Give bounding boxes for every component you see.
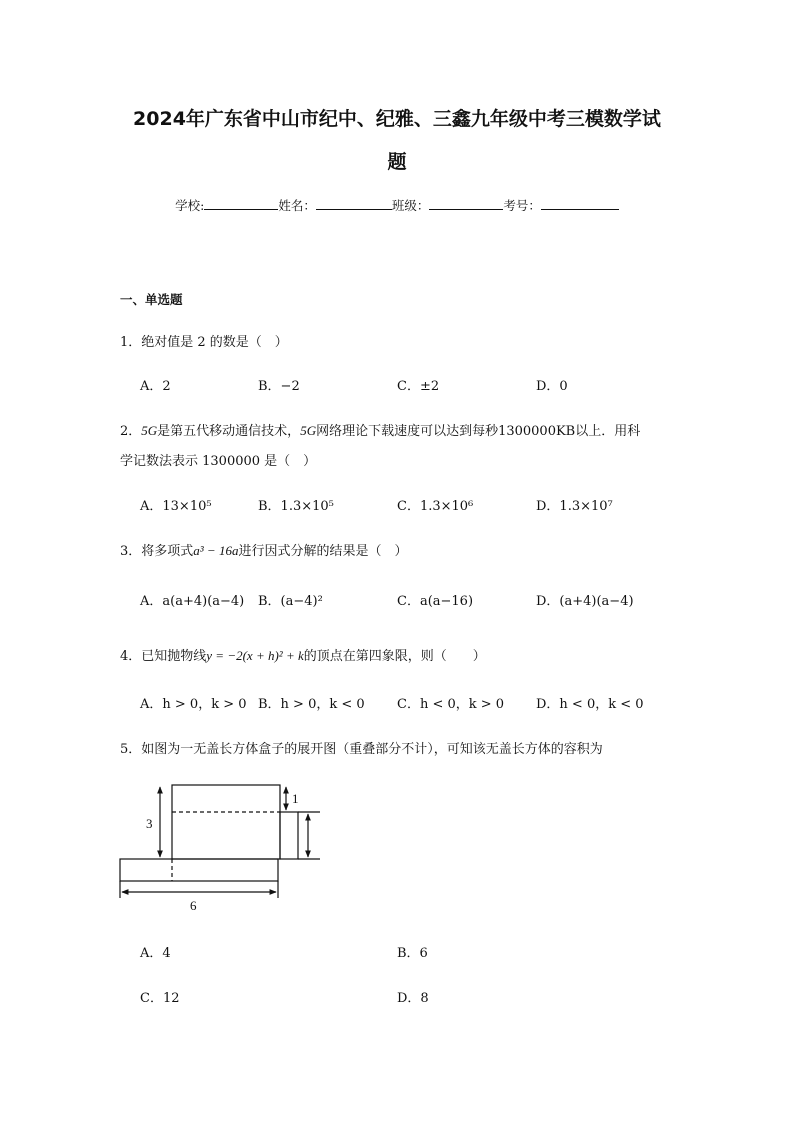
section-heading: 一、单选题 (120, 292, 183, 307)
net-upper-face (172, 785, 280, 859)
q1-option-a: A．2 (140, 379, 171, 394)
q2-term: 5G (141, 423, 158, 438)
school-label: 学校: (175, 198, 205, 213)
net-right-flap (280, 812, 298, 859)
q5-option-d: D．8 (397, 991, 429, 1006)
q4-text: 4．已知抛物线 (120, 649, 207, 664)
q4-option-d: D．h < 0，k < 0 (536, 697, 644, 712)
question-4-stem (120, 645, 486, 664)
q2-option-d: D．1.3×10⁷ (536, 499, 613, 514)
q4-expression: y = −2(x + h)² + k (206, 648, 304, 663)
class-label: 班级： (391, 198, 430, 213)
student-info-line (0, 196, 794, 214)
q2-option-c: C．1.3×10⁶ (397, 499, 474, 514)
question-2-stem-line1 (120, 420, 640, 439)
q3-option-d: D．(a+4)(a−4) (536, 594, 634, 609)
label-bottom: 6 (190, 898, 197, 913)
q2-text: 网络理论下载速度可以达到每秒1300000KB以上．用科 (316, 424, 641, 439)
label-top-right: 1 (292, 791, 299, 806)
q3-text: 3．将多项式 (120, 544, 194, 559)
q1-option-d: D．0 (536, 379, 568, 394)
number-blank[interactable] (541, 197, 619, 210)
q1-option-c: C．±2 (397, 379, 440, 394)
question-1-stem: 1．绝对值是 2 的数是（ ） (120, 335, 288, 350)
q4-option-b: B．h > 0，k < 0 (258, 697, 365, 712)
question-2-stem-line2: 学记数法表示 1300000 是（ ） (120, 454, 317, 469)
q3-option-c: C．a(a−16) (397, 594, 474, 609)
q3-option-b: B．(a−4)² (258, 594, 323, 609)
q3-option-a: A．a(a+4)(a−4) (140, 594, 245, 609)
q1-option-b: B．−2 (258, 379, 300, 394)
q4-option-c: C．h < 0，k > 0 (397, 697, 505, 712)
page-title-continued: 题 (387, 151, 407, 173)
q2-option-b: B．1.3×10⁵ (258, 499, 334, 514)
q3-text: 进行因式分解的结果是（ ） (238, 544, 408, 559)
q5-option-b: B．6 (397, 946, 428, 961)
name-blank[interactable] (316, 197, 392, 210)
name-label: 姓名： (278, 198, 316, 213)
page-title: 2024年广东省中山市纪中、纪雅、三鑫九年级中考三模数学试 (133, 108, 661, 130)
number-label: 考号： (503, 198, 541, 213)
school-blank[interactable] (204, 197, 278, 210)
question-5-stem: 5．如图为一无盖长方体盒子的展开图（重叠部分不计），可知该无盖长方体的容积为 (120, 742, 603, 757)
q3-expression: a³ − 16a (193, 543, 239, 558)
q5-option-a: A．4 (140, 946, 171, 961)
q5-option-c: C．12 (140, 991, 180, 1006)
q4-text: 的顶点在第四象限，则（ ） (303, 649, 486, 664)
q2-number: 2． (120, 424, 142, 439)
q2-option-a: A．13×10⁵ (140, 499, 212, 514)
class-blank[interactable] (429, 197, 503, 210)
q2-text: 是第五代移动通信技术， (157, 424, 301, 439)
q4-option-a: A．h > 0，k > 0 (140, 697, 247, 712)
q2-term: 5G (300, 423, 317, 438)
label-left: 3 (146, 816, 153, 831)
box-net-figure (100, 770, 340, 920)
question-3-stem (120, 540, 407, 559)
net-bottom-strip (120, 859, 278, 881)
